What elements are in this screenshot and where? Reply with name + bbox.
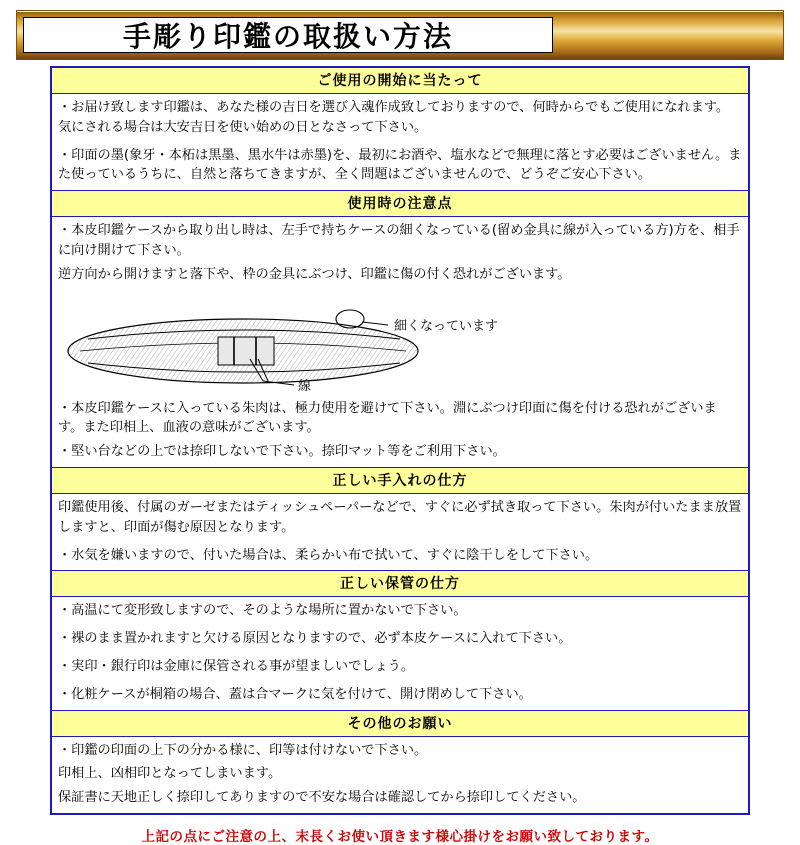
section-body-usage-cautions (52, 217, 748, 467)
section-body-storage (52, 597, 748, 709)
section-heading-care: 正しい手入れの仕方 (52, 467, 748, 494)
section-heading-start-of-use: ご使用の開始に当たって (52, 68, 748, 94)
section-body-start-of-use (52, 94, 748, 190)
paragraph: ・お届け致します印鑑は、あなた様の吉日を選び入魂作成致しておりますので、何時からでもご使用になれます。気にされる場合は大安吉日を使い始めの日となさって下さい。 (58, 100, 730, 135)
paragraph: ・本皮印鑑ケースに入っている朱肉は、極力使用を避けて下さい。淵にぶつけ印面に傷を付ける恐れがございます。また印相上、血液の意味がございます。 (58, 400, 717, 436)
section-body-other-requests (52, 737, 748, 813)
paragraph: ・水気を嫌いますので、付いた場合は、柔らかい布で拭いて、すぐに陰干しをして下さい。 (58, 547, 599, 563)
illustration-label-top: 細くなっています (394, 318, 499, 334)
paragraph: ・実印・銀行印は金庫に保管される事が望ましいでしょう。 (58, 658, 415, 674)
paragraph: 逆方向から開けますと落下や、枠の金具にぶつけ、印鑑に傷の付く恐れがございます。 (58, 266, 571, 282)
paragraph: 印相上、凶相印となってしまいます。 (58, 766, 282, 782)
paragraph: ・化粧ケースが桐箱の場合、蓋は合マークに気を付けて、開け閉めして下さい。 (58, 686, 532, 702)
paragraph: ・裸のまま置かれますと欠ける原因となりますので、必ず本皮ケースに入れて下さい。 (58, 631, 572, 647)
paragraph: 印鑑使用後、付属のガーゼまたはティッシュペーパーなどで、すぐに必ず拭き取って下さい。朱肉が付いたまま放置しますと、印面が傷む原因となります。 (58, 499, 742, 535)
page-root (0, 10, 800, 845)
page-title: 手彫り印鑑の取扱い方法 (122, 20, 453, 53)
footer-note: 上記の点にご注意の上、末長くお使い頂きます様心掛けをお願い致しております。 (141, 828, 659, 845)
paragraph: ・本皮印鑑ケースから取り出し時は、左手で持ちケースの細くなっている(留め金具に線が入っている方)方を、相手に向け開けて下さい。 (58, 223, 740, 258)
section-heading-usage-cautions: 使用時の注意点 (52, 190, 748, 217)
section-heading-other-requests: その他のお願い (52, 710, 748, 737)
header-banner-inner (23, 17, 553, 53)
paragraph: ・堅い台などの上では捺印しないで下さい。捺印マット等をご利用下さい。 (58, 444, 506, 460)
paragraph: ・印鑑の印面の上下の分かる様に、印等は付けないで下さい。 (58, 742, 428, 758)
case-illustration (58, 289, 742, 397)
paragraph: ・印面の墨(象牙・本柘は黒墨、黒水牛は赤墨)を、最初にお酒や、塩水などで無理に落とす必要はございません。また使っているうちに、自然と落ちてきますが、全く問題はございませんので、どうぞご安心下さい。 (58, 147, 742, 183)
illustration-label-bottom: 線 (298, 378, 312, 394)
header-banner (16, 10, 784, 60)
paragraph: 保証書に天地正しく捺印してありますので不安な場合は確認してから捺印してください。 (58, 790, 586, 806)
paragraph: ・高温にて変形致しますので、そのような場所に置かないで下さい。 (58, 603, 467, 619)
content-box (50, 66, 750, 815)
section-body-care (52, 494, 748, 570)
section-heading-storage: 正しい保管の仕方 (52, 570, 748, 597)
